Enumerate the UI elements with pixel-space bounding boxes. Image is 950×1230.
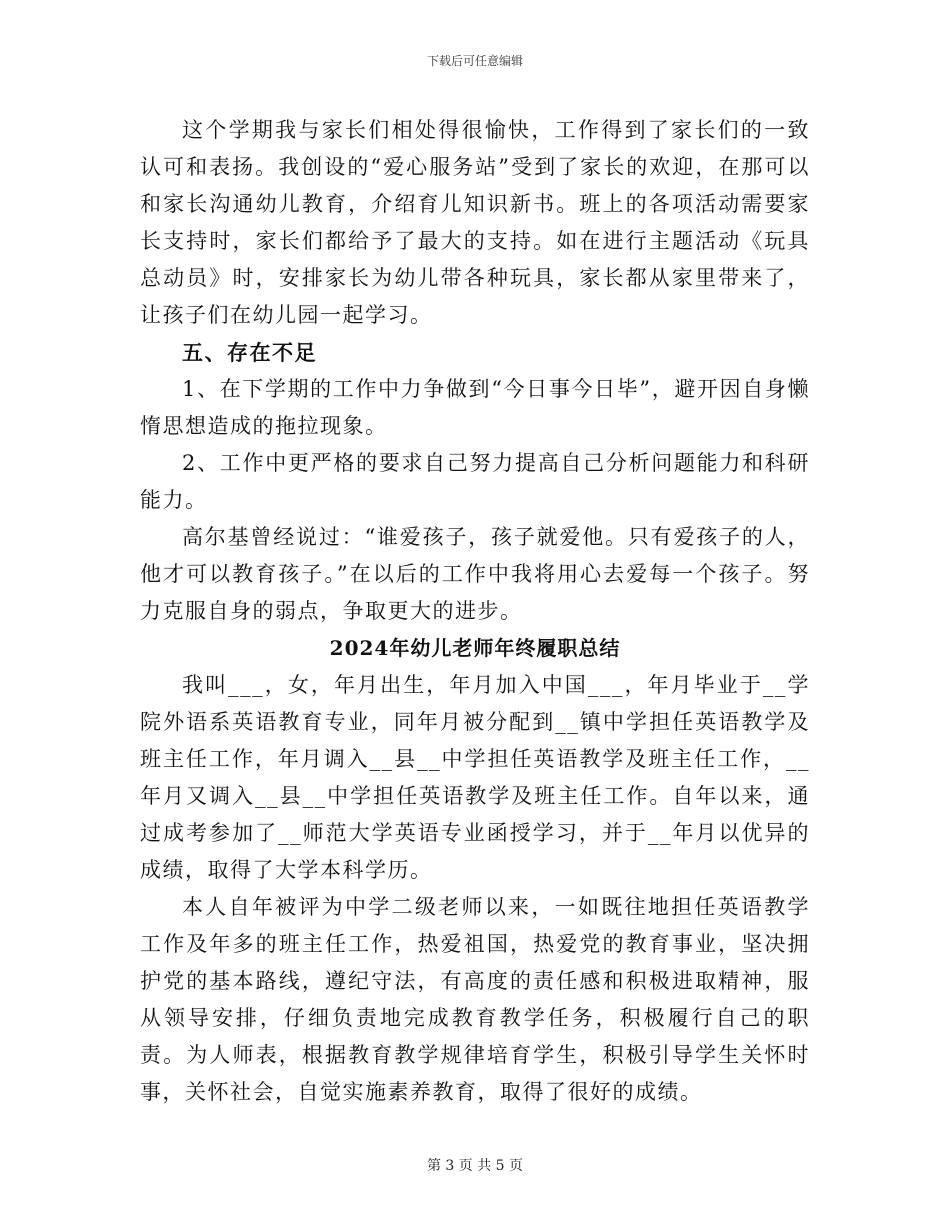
paragraph-shortcoming-2: 2、工作中更严格的要求自己努力提高自己分析问题能力和科研能力。 — [140, 451, 810, 512]
section-heading-shortcomings: 五、存在不足 — [182, 340, 317, 365]
page-header: 下载后可任意编辑 — [426, 54, 523, 68]
paragraph-work-summary: 本人自年被评为中学二级老师以来，一如既往地担任英语教学工作及年多的班主任工作，热爱祖国，热爱党的教育事业，坚决拥护党的基本路线，遵纪守法，有高度的责任感和积极进取精神，服从领导安排，仔细负责地完成教育教学任务，积极履行自己的职责。为人师表，根据教育教学规律培育学生，积极引导学生关怀时事，关怀社会，自觉实施素养教育，取得了很好的成绩。 — [140, 895, 810, 1104]
document-title: 2024年幼儿老师年终履职总结 — [329, 636, 621, 660]
page-number-footer: 第 3 页 共 5 页 — [426, 1158, 524, 1174]
paragraph-self-intro: 我叫___，女，年月出生，年月加入中国___，年月毕业于__学院外语系英语教育专业，同年月被分配到__镇中学担任英语教学及班主任工作，年月调入__县__中学担任英语教学及班主任工作，__年月又调入__县__中学担任英语教学及班主任工作。自年以来，通过成考参加了__师范大学英语专业函授学习，并于__年月以优异的成绩，取得了大学本科学历。 — [140, 673, 810, 882]
paragraph-parents: 这个学期我与家长们相处得很愉快，工作得到了家长们的一致认可和表扬。我创设的“爱心服务站”受到了家长的欢迎，在那可以和家长沟通幼儿教育，介绍育儿知识新书。班上的各项活动需要家长支持时，家长们都给予了最大的支持。如在进行主题活动《玩具总动员》时，安排家长为幼儿带各种玩具，家长都从家里带来了，让孩子们在幼儿园一起学习。 — [140, 118, 810, 327]
paragraph-shortcoming-1: 1、在下学期的工作中力争做到“今日事今日毕”，避开因自身懒惰思想造成的拖拉现象。 — [140, 377, 810, 438]
document-body — [140, 112, 810, 1111]
paragraph-gorky-quote: 高尔基曾经说过：“谁爱孩子，孩子就爱他。只有爱孩子的人，他才可以教育孩子。”在以后的工作中我将用心去爱每一个孩子。努力克服自身的弱点，争取更大的进步。 — [140, 525, 810, 623]
